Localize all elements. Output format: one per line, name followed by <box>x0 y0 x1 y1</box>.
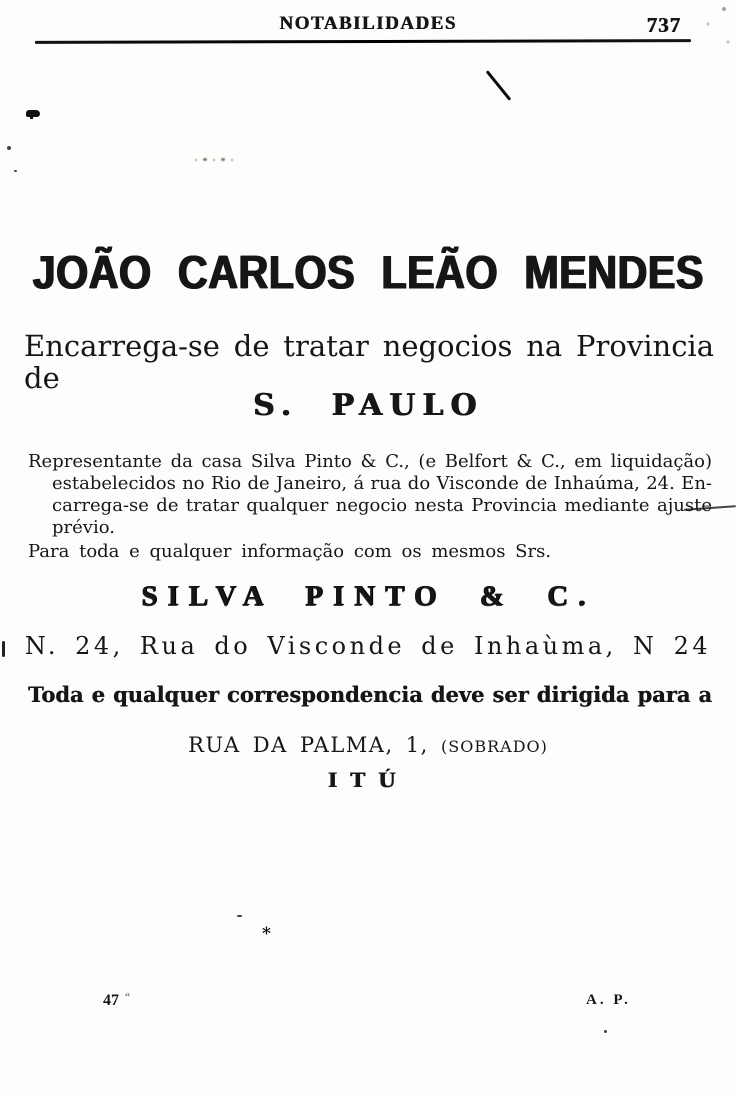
correspondence-line: Toda e qualquer correspondencia deve ser dirigida para a <box>28 682 712 707</box>
page-number: 737 <box>646 13 681 37</box>
asterisk-mark: * <box>262 924 271 944</box>
signature-mark <box>103 992 131 1010</box>
info-line: Para toda e qualquer informação com os mesmos Srs. <box>28 541 552 562</box>
ink-speck <box>604 1030 607 1033</box>
firm-name-title: SILVA PINTO & C. <box>140 580 596 612</box>
province-title: S. PAULO <box>252 388 484 423</box>
city-name: ITÚ <box>327 768 409 792</box>
street-address-note: (SOBRADO) <box>441 737 548 756</box>
firm-address-line: N. 24, Rua do Visconde de Inhaùma, N 24 <box>24 632 712 660</box>
paragraph-line: carrega-se de tratar qualquer negocio nesta Provincia mediante ajuste <box>52 495 712 516</box>
ink-blob <box>26 110 40 117</box>
scan-noise <box>696 0 736 60</box>
ink-speck <box>14 170 17 172</box>
advertiser-name-title: JOÃO CARLOS LEÃO MENDES <box>32 246 704 300</box>
ink-speck <box>7 146 11 150</box>
paragraph-line: prévio. <box>52 517 115 538</box>
ink-speck <box>237 915 242 917</box>
ad-tagline: Encarrega-se de tratar negocios na Provincia de <box>24 329 714 395</box>
paragraph-line: estabelecidos no Rio de Janeiro, á rua do Visconde de Inhaúma, 24. En- <box>52 473 712 494</box>
ink-smudge <box>192 153 262 165</box>
description-paragraph <box>28 451 712 539</box>
paragraph-line: Representante da casa Silva Pinto & C., (e Belfort & C., em liquidação) <box>28 451 712 472</box>
header-rule <box>35 39 691 44</box>
street-address-line <box>0 733 736 757</box>
footer-initials: A. P. <box>586 992 631 1008</box>
section-heading: NOTABILIDADES <box>279 13 457 34</box>
signature-number: 47 <box>103 992 119 1009</box>
street-address-text: RUA DA PALMA, 1, <box>188 733 429 757</box>
pen-stroke-mark <box>486 70 512 101</box>
ditto-mark: “ <box>125 992 131 1003</box>
